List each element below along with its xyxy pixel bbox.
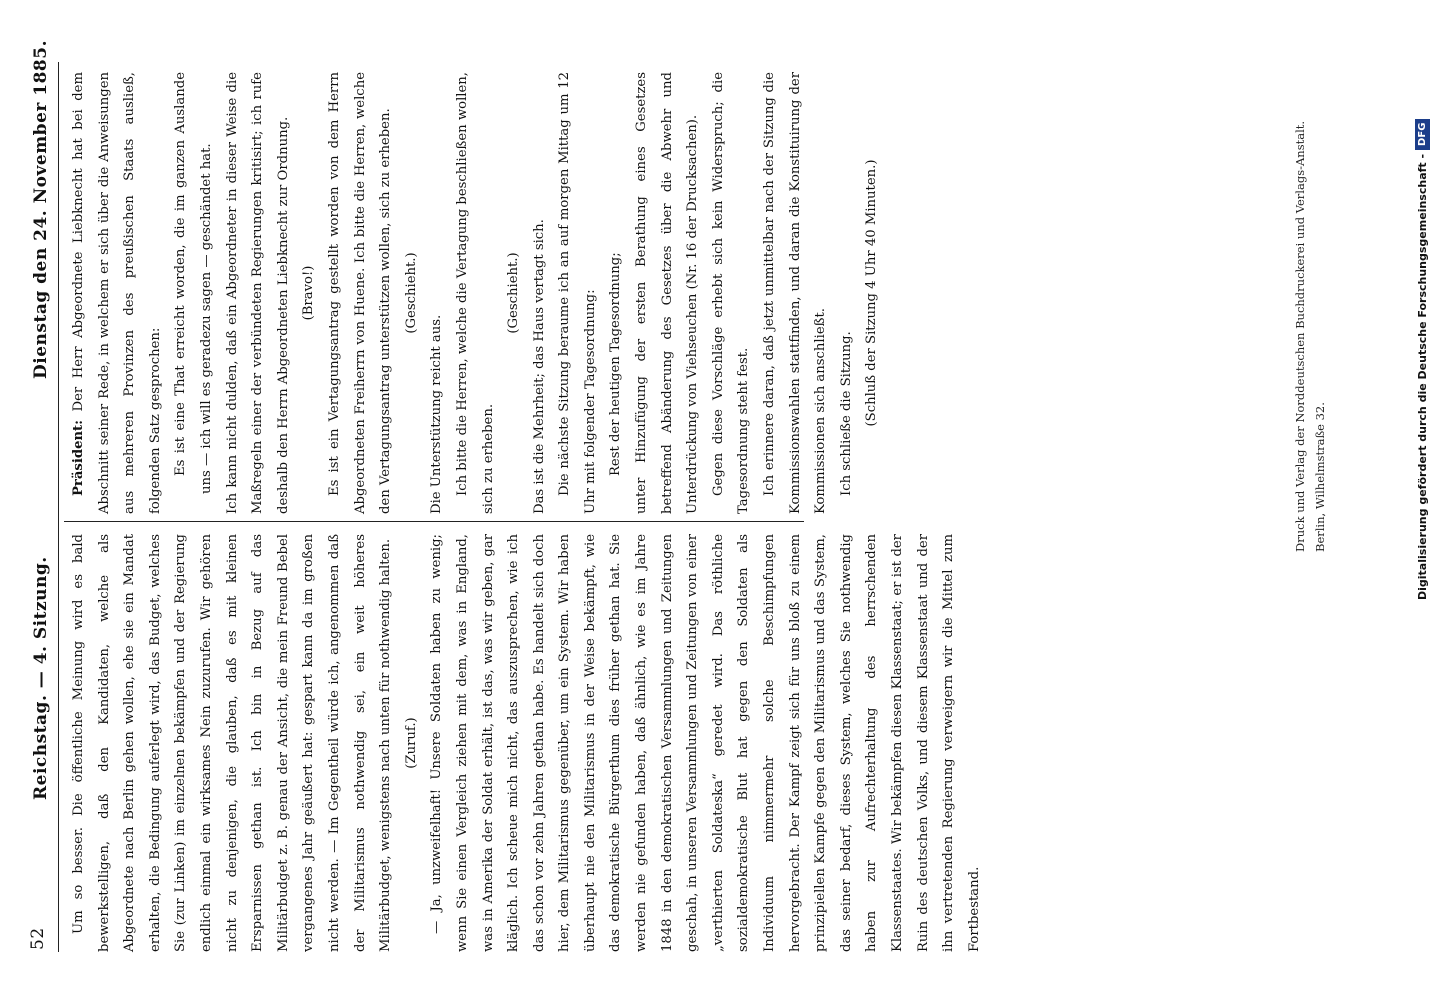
- interjection: (Geschieht.): [506, 252, 522, 334]
- interjection: (Zuruf.): [403, 717, 419, 769]
- imprint-line: Druck und Verlag der Norddeutschen Buchdruckerei und Verlags-Anstalt.: [1293, 120, 1307, 552]
- paragraph: Ich bitte die Herren, welche die Vertagung beschließen wollen, sich zu erheben.: [454, 72, 496, 514]
- column-divider: [64, 521, 804, 522]
- interjection: (Geschieht.): [403, 252, 419, 334]
- paragraph: Die nächste Sitzung beraume ich an auf morgen Mittag um 12 Uhr mit folgender Tagesordnung:: [557, 72, 598, 514]
- paragraph: Gegen diese Vorschläge erhebt sich kein Widerspruch; die Tagesordnung steht fest.: [710, 72, 752, 514]
- page-header: [26, 40, 56, 950]
- quote: Es ist eine That erreicht worden, die im ganzen Auslande uns — ich will es geradezu sagen — geschändet hat.: [173, 72, 214, 494]
- page-number: 52: [28, 927, 48, 950]
- paragraph: Ich schließe die Sitzung.: [838, 331, 854, 496]
- right-column: [66, 72, 885, 514]
- left-column: [66, 534, 987, 952]
- dfg-credit-text: Digitalisierung gefördert durch die Deutsche Forschungsgemeinschaft -: [1416, 153, 1429, 600]
- session-close: (Schluß der Sitzung 4 Uhr 40 Minuten.): [864, 159, 880, 427]
- header-date: Dienstag den 24. November 1885.: [31, 40, 51, 379]
- imprint: [1290, 72, 1330, 952]
- paragraph: Es ist ein Vertagungsantrag gestellt worden von dem Herrn Abgeordneten Freiherrn von Huene. Ich bitte die Herren, welche den Vertagungsantrag unterstützen wollen, sich zu erheben.: [326, 72, 394, 514]
- agenda-item: unter Hinzufügung der ersten Berathung eines Gesetzes betreffend Abänderung des Gesetzes über die Abwehr und Unterdrückung von Viehseuchen (Nr. 16 der Drucksachen).: [634, 72, 701, 514]
- dfg-logo: DFG: [1415, 119, 1430, 150]
- interjection: (Bravo!): [301, 265, 317, 321]
- dfg-credit: [1415, 119, 1430, 600]
- imprint-line: Berlin, Wilhelmstraße 32.: [1313, 402, 1327, 552]
- header-rule: [58, 62, 59, 952]
- president-paragraph: [66, 72, 168, 514]
- agenda-item: Rest der heutigen Tagesordnung;: [608, 252, 624, 476]
- speaker-label: Präsident:: [71, 419, 86, 496]
- paragraph: — Ja, unzweifelhaft! Unsere Soldaten haben zu wenig; wenn Sie einen Vergleich ziehen mit dem, was in England, was in Amerika der Soldat erhält, ist das, was wir geben, gar kläglich. Ich scheue mich nicht, das auszusprechen, wie ich das schon vor zehn Jahren gethan habe. Es handelt sich doch hier, dem Militarismus gegenüber, um ein System. Wir haben überhaupt nie den Militarismus in der Weise bekämpft, wie das demokratische Bürgerthum dies früher gethan hat. Sie werden nie gefunden haben, daß ähnlich, wie es im Jahre 1848 in den demokratischen Versammlungen und Zeitungen geschah, in unseren Versammlungen und Zeitungen von einer „verthierten Soldateska“ geredet wird. Das röthliche sozialdemokratische Blut hat gegen den Soldaten als Individuum nimmermehr solche Beschimpfungen hervorgebracht. Der Kampf zeigt sich für uns bloß zu einem prinzipiellen Kampfe gegen den Militarismus und das System, das seiner bedarf, dieses System, welches Sie nothwendig haben zur Aufrechterhaltung des herrschenden Klassenstaates. Wir bekämpfen diesen Klassenstaat; er ist der Ruin des deutschen Volks, und diesem Klassenstaat und der ihn vertretenden Regierung verweigern wir die Mittel zum Fortbestand.: [429, 534, 982, 952]
- paragraph: Ich kann nicht dulden, daß ein Abgeordneter in dieser Weise die Maßregeln einer der verbündeten Regierungen kritisirt; ich rufe deshalb den Herrn Abgeordneten Liebknecht zur Ordnung.: [224, 72, 291, 514]
- paragraph: Um so besser. Die öffentliche Meinung wird es bald bewerkstelligen, daß den Kandidaten, welche als Abgeordnete nach Berlin gehen wollen, ehe sie ein Mandat erhalten, die Bedingung auferlegt wird, das Budget, welches Sie (zur Linken) im einzelnen bekämpfen und der Regierung endlich einmal ein wirksames Nein zuzurufen. Wir gehören nicht zu denjenigen, die glauben, daß es mit kleinen Ersparnissen gethan ist. Ich bin in Bezug auf das Militärbudget z. B. genau der Ansicht, die mein Freund Bebel vergangenes Jahr geäußert hat: gespart kann da im großen nicht werden. — Im Gegentheil würde ich, angenommen daß der Militarismus nothwendig sei, ein weit höheres Militärbudget, wenigstens nach unten für nothwendig halten.: [71, 534, 394, 952]
- header-session: Reichstag. — 4. Sitzung.: [31, 556, 51, 800]
- paragraph: Das ist die Mehrheit; das Haus vertagt sich.: [531, 219, 547, 514]
- paragraph: Die Unterstützung reicht aus.: [429, 314, 445, 514]
- speech-text: Der Herr Abgeordnete Liebknecht hat bei dem Abschnitt seiner Rede, in welchem er sich über die Anweisungen aus mehreren Provinzen des preußischen Staats ausließ, folgenden Satz gesprochen:: [71, 72, 163, 514]
- paragraph: Ich erinnere daran, daß jetzt unmittelbar nach der Sitzung die Kommissionswahlen stattfinden, und daran die Konstituirung der Kommissionen sich anschließt.: [762, 72, 829, 514]
